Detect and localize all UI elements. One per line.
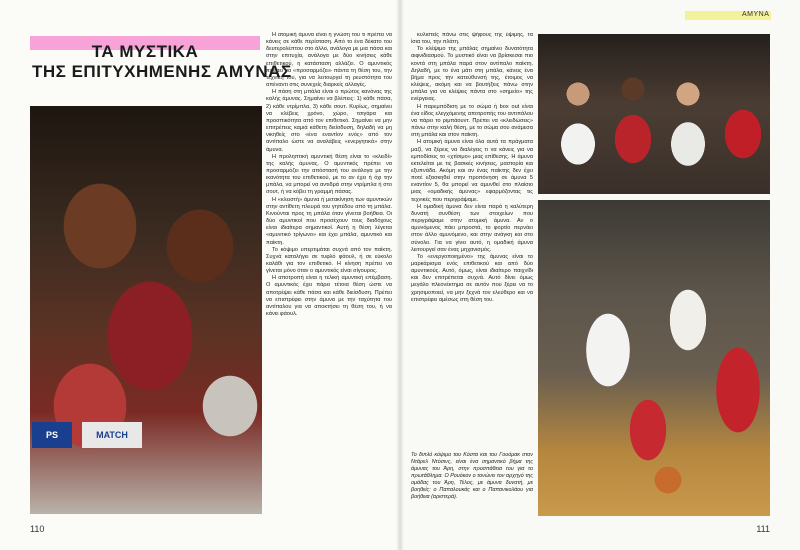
article-title — [32, 42, 292, 82]
courtside-ad-2: MATCH — [82, 422, 142, 448]
paragraph: Η ομαδική άμυνα δεν είναι παρά η καλύτερη δυνατή συνθέση των στοιχείων που περιγράψαμε στην ατομική άμυνα. Αν ο αμυνόμενος πάει μπροστά, το φορτίο περνάει στον άλλο αμυνόμενο, και στην ανάγκη και στο σύνολο. Για να γίνει αυτό, η ομαδική άμυνα λειτουργεί σαν ένας μηχανισμός. — [411, 203, 533, 253]
section-label: ΑΜΥΝΑ — [742, 11, 770, 18]
basketball-rebound-photo — [30, 106, 262, 514]
page-gutter — [396, 0, 404, 550]
paragraph: Η ατομική άμυνα είναι όλα αυτά τα πράγματα μαζί, να ξέρεις να διαλέγεις τι να κάνεις για να εμποδίσεις το «χτίσιμο» μιας επίθεσης. Η άμυνα εκτελείται με τις βασικές κινήσεις, μαστορία και εξυπνάδα. Ακόμη και αν ένας παίκτης δεν έχει ποτέ εξασκηθεί στην προπόνηση σε άμυνα 5 εναντίον 5, θα μπορεί να αμυνθεί στο πλαίσιο μιας «ομαδικής άμυνας» εφαρμόζοντας τις τεχνικές που περιγράψαμε. — [411, 139, 533, 203]
left-text-column — [266, 32, 392, 520]
paragraph: Το «ενεργοποιημένο» της άμυνας είναι το μαρκάρισμα ενός επιθετικού και από δύο αμυντικούς. Αυτό, όμως, είναι ιδιαίτερο παιχνίδι και δεν επιτρέπεται συχνά. Αυτό δίνει όμως μεγάλο πλεονέκτημα σε αυτόν που ξέρει να το χρησιμοποιεί, να μην ξεχνά τον ελεύθερο και να επιστρέφει αμέσως στη θέση του. — [411, 253, 533, 303]
right-text-column — [411, 32, 533, 448]
paragraph: Το κλέψιμο της μπάλας σημαίνει δυνατότητα αιφνιδιασμού. Το μυστικό είναι να βρίσκεσαι πιο κοντά στη μπάλα παρά στον αντίπαλο παίκτη. Δηλαδή, με το ένα μάτι στη μπάλα, κάνεις ένα βήμα προς την κατεύθυνσή της, έτοιμος να κλέψεις, ακόμη και να βουτήξεις πάνω στην μπάλα για να κλέψεις πάντα στο «σημείο» της ενέργειας. — [411, 46, 533, 103]
title-line-1: ΤΑ ΜΥΣΤΙΚΑ — [91, 42, 199, 61]
courtside-ad-1: PS — [32, 422, 72, 448]
paragraph: Η πάση στη μπάλα είναι ο πρώτος κανόνας της καλής άμυνας. Σημαίνει να βλέπεις: 1) κάθε πάσα, 2) κάθε ντρίμπλα, 3) κάθε σουτ. Κυρίως, σημαίνει να κλέβεις χρόνο, χώρο, τσιγάρα και προσπικότητα από τον επιθετικό. Σημαίνει να μην επιτρέπεις καμιά κάθετη διείσδυση, δηλαδή να μη νικηθείς στο «ένα εναντίον ενός» από τον αντίπαλο ώστε να αναλάβεις «ενεργητικά» στην άμυνα. — [266, 89, 392, 153]
title-line-2: ΤΗΣ ΕΠΙΤΥΧΗΜΕΝΗΣ ΑΜΥΝΑΣ — [32, 62, 292, 81]
photo-caption: Το διπλό κόψιμο του Κόστα και του Γουόμακ στον Ντάρελ Ντόσινς, είναι ένα σημαντικό βήμα της άμυνας του Άρη, στην προσπάθεια του για το πρωτάθλημα. Ο Ρουόκον ο τονώνει τον αρχηγό της ομάδας του Άρη, Τέλος, με άμυνα δυνατή, με βοηθείς: ο Παπαλουκάς και ο Παπανικολάου για βοήθεια (αριστερά). — [411, 452, 533, 500]
paragraph: Η προληπτική αμυντική θέση είναι το «κλειδί» της καλής άμυνας. Ο αμυντικός πρέπει να προσαρμόζει την απόστασή του ανάλογα με την ικανότητα του επιθετικού, με το αν έχει ή όχι την μπάλα, να μπορεί να αντιδρά στην ντρίμπλα ή στο σουτ, ή να κόβει τη γραμμή πάσας. — [266, 153, 392, 196]
players-closeup-photo — [538, 34, 770, 194]
page-number-right: 111 — [756, 524, 770, 534]
paragraph: Η ατομική άμυνα είναι η γνώση του τι πρέπει να κάνεις σε κάθε περίσταση. Από το ένα δέκατο του δευτερολέπτου στο άλλο, ανάλογα με μια πάσα και στην επιτυχία, ανάλογα με δύο κινήσεις κάθε επιθετικού, η κατάσταση αλλάζει. Ο αμυντικός πρέπει να «προσαρμόζει» πάντα τη θέση του, την τεχνική του, για να λειτουργεί τη ρευστότητα του απέναντι στις συνεχείς διαρκείς αλλαγές. — [266, 32, 392, 89]
paragraph: Η αποτροπή είναι η τελική αμυντική επέμβαση. Ο αμυντικός έχει πάρει τέτοια θέση ώστε να αποτρέψει κάθε πάσα και κάθε διείσδυση. Πρέπει να επιστρέφει στην άμυνα με την ταχύτητα του αντίπαλου για να αποκτήσει τη θέση του, ή να κάνει φάουλ. — [266, 275, 392, 318]
paragraph: Η «κλειστή» άμυνα ή μετακίνηση των αμυντικών στην αντίθετη πλευρά του γηπέδου από τη μπάλα. Κινούνται προς τη μπάλα όταν γίνεται βοήθεια. Οι δύο αμυντικοί που προσέχουν τους διαδόχους είναι ιδιαίτερα σημαντικοί. Αυτή η θέση λέγεται «αμυντικό τρίγωνο» και έχει μπάλα, αμυντικό και παίκτη. — [266, 196, 392, 246]
paragraph: Η παρεμπόδιση με το σώμα ή box out είναι ένα είδος ελεγχόμενης αποτροπής του αντιπάλου να πάρει το ριμπάουντ. Πρέπει να «κλειδώσεις» πάνω στην καλή θέση, με το σώμα σου ανάμεσα στη μπάλα και στον παίκτη. — [411, 103, 533, 139]
paragraph: κυλιστείς πάνω στις ψήφους της ύψιμης, τα ίσια του, την πλάτη. — [411, 32, 533, 46]
paragraph: Το κόψιμο υπερτιμάται συχνά από τον παίκτη. Συχνά καταλήγει σε τυφλό φάουλ, ή σε εύκολο καλάθι για τον επιθετικό. Η κίνηση πρέπει να γίνεται μόνο όταν ο αμυντικός είναι σίγουρος. — [266, 246, 392, 275]
defensive-play-photo — [538, 200, 770, 516]
page-number-left: 110 — [30, 524, 45, 534]
